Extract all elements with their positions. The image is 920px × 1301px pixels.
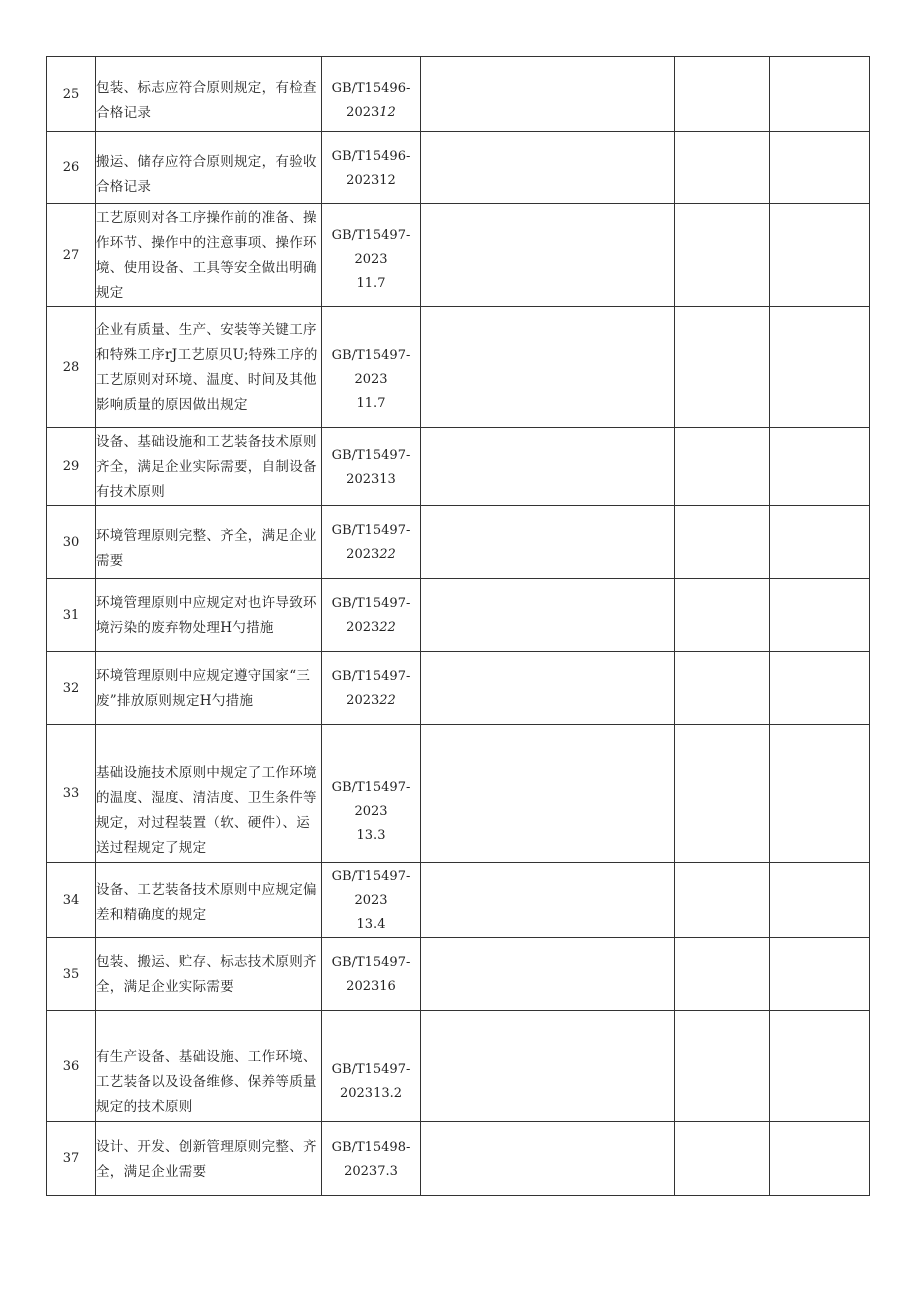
- standard-code: GB/T15497-: [331, 669, 411, 684]
- standard-line: 2023: [354, 803, 388, 819]
- standard-line: 13.3: [356, 827, 386, 843]
- standard-line: 2023: [354, 372, 388, 387]
- requirement-text: 企业有质量、生产、安装等关键工序和特殊工序rJ工艺原贝U;特殊工序的工艺原则对环境、温度、时间及其他影响质量的原因做出规定: [96, 307, 322, 428]
- requirement-text: 设备、基础设施和工艺装备技术原则齐全，满足企业实际需要，自制设备有技术原则: [96, 428, 322, 506]
- standard-line: GB/T15497-: [331, 955, 411, 970]
- remark-cell[interactable]: [770, 506, 870, 579]
- row-number: 33: [47, 725, 96, 863]
- remark-cell[interactable]: [770, 307, 870, 428]
- standard-clause-line: [322, 101, 420, 125]
- table-row: [47, 57, 870, 132]
- table-row: [47, 863, 870, 938]
- standard-clause-line: [322, 616, 420, 640]
- remark-cell[interactable]: [770, 725, 870, 863]
- score-cell[interactable]: [675, 204, 770, 307]
- requirement-text: 基础设施技术原则中规定了工作环境的温度、湿度、清洁度、卫生条件等规定，对过程装置（软、硬件）、运送过程规定了规定: [96, 725, 322, 863]
- result-cell[interactable]: [421, 132, 675, 204]
- standard-reference: [322, 132, 421, 204]
- row-number: 26: [47, 132, 96, 204]
- requirement-text: 搬运、储存应符合原则规定，有验收合格记录: [96, 132, 322, 204]
- table-row: [47, 307, 870, 428]
- standard-reference: [322, 863, 421, 938]
- row-number: 37: [47, 1122, 96, 1196]
- standard-reference: [322, 204, 421, 307]
- remark-cell[interactable]: [770, 57, 870, 132]
- remark-cell[interactable]: [770, 1122, 870, 1196]
- remark-cell[interactable]: [770, 863, 870, 938]
- score-cell[interactable]: [675, 307, 770, 428]
- table-row: [47, 938, 870, 1011]
- requirement-text: 环境管理原则中应规定遵守国家“三废”排放原则规定H勺措施: [96, 652, 322, 725]
- standard-line: GB/T15497-: [331, 869, 411, 884]
- remark-cell[interactable]: [770, 1011, 870, 1122]
- result-cell[interactable]: [421, 307, 675, 428]
- standard-line: 202312: [346, 172, 396, 188]
- table-row: [47, 1122, 870, 1196]
- remark-cell[interactable]: [770, 579, 870, 652]
- inspection-table: [46, 56, 870, 1196]
- standard-line: 202313.2: [339, 1086, 403, 1101]
- requirement-text: 工艺原则对各工序操作前的准备、操作环节、操作中的注意事项、操作环境、使用设备、工具等安全做出明确规定: [96, 204, 322, 307]
- row-number: 32: [47, 652, 96, 725]
- standard-reference: [322, 652, 421, 725]
- standard-line: 11.7: [356, 396, 386, 411]
- table-row: [47, 725, 870, 863]
- standard-reference: [322, 938, 421, 1011]
- standard-clause: 22: [379, 620, 396, 635]
- score-cell[interactable]: [675, 652, 770, 725]
- score-cell[interactable]: [675, 428, 770, 506]
- result-cell[interactable]: [421, 579, 675, 652]
- requirement-text: 设备、工艺装备技术原则中应规定偏差和精确度的规定: [96, 863, 322, 938]
- standard-year: 2023: [346, 693, 380, 708]
- requirement-text: 环境管理原则完整、齐全，满足企业需要: [96, 506, 322, 579]
- table-body: [47, 57, 870, 1196]
- standard-reference: [322, 307, 421, 428]
- standard-reference: [322, 428, 421, 506]
- row-number: 31: [47, 579, 96, 652]
- remark-cell[interactable]: [770, 204, 870, 307]
- result-cell[interactable]: [421, 1122, 675, 1196]
- standard-line: GB/T15497-: [331, 447, 411, 463]
- score-cell[interactable]: [675, 1122, 770, 1196]
- score-cell[interactable]: [675, 506, 770, 579]
- score-cell[interactable]: [675, 1011, 770, 1122]
- requirement-text: 包装、搬运、贮存、标志技术原则齐全，满足企业实际需要: [96, 938, 322, 1011]
- row-number: 25: [47, 57, 96, 132]
- standard-line: GB/T15497-: [331, 1062, 411, 1077]
- result-cell[interactable]: [421, 863, 675, 938]
- standard-line: 2023: [354, 252, 388, 267]
- standard-reference: [322, 1011, 421, 1122]
- standard-year: 2023: [346, 620, 380, 635]
- score-cell[interactable]: [675, 938, 770, 1011]
- standard-line: GB/T15497-: [331, 348, 411, 363]
- table-row: [47, 1011, 870, 1122]
- result-cell[interactable]: [421, 428, 675, 506]
- standard-code: GB/T15497-: [331, 523, 411, 538]
- score-cell[interactable]: [675, 725, 770, 863]
- table-row: [47, 132, 870, 204]
- table-row: [47, 204, 870, 307]
- table-row: [47, 428, 870, 506]
- standard-year: 2023: [346, 547, 380, 562]
- standard-reference: [322, 57, 421, 132]
- remark-cell[interactable]: [770, 132, 870, 204]
- standard-clause: 12: [379, 105, 396, 120]
- requirement-text: 环境管理原则中应规定对也许导致环境污染的废弃物处理H勺措施: [96, 579, 322, 652]
- row-number: 36: [47, 1011, 96, 1122]
- requirement-text: 有生产设备、基础设施、工作环境、工艺装备以及设备维修、保养等质量规定的技术原则: [96, 1011, 322, 1122]
- standard-reference: [322, 506, 421, 579]
- result-cell[interactable]: [421, 938, 675, 1011]
- standard-code: GB/T15497-: [331, 596, 411, 611]
- row-number: 27: [47, 204, 96, 307]
- row-number: 34: [47, 863, 96, 938]
- standard-line: 20237.3: [344, 1163, 398, 1179]
- standard-line: 202313: [346, 471, 396, 487]
- standard-line: 11.7: [356, 276, 386, 291]
- standard-clause: 22: [379, 693, 396, 708]
- requirement-text: 设计、开发、创新管理原则完整、齐全，满足企业需要: [96, 1122, 322, 1196]
- standard-clause: 22: [379, 547, 396, 562]
- standard-line: GB/T15497-: [331, 779, 411, 795]
- standard-line: GB/T15498-: [331, 1139, 411, 1155]
- standard-line: 13.4: [356, 917, 386, 932]
- table-row: [47, 506, 870, 579]
- row-number: 29: [47, 428, 96, 506]
- remark-cell[interactable]: [770, 652, 870, 725]
- requirement-text: 包装、标志应符合原则规定，有检查合格记录: [96, 57, 322, 132]
- result-cell[interactable]: [421, 1011, 675, 1122]
- standard-reference: [322, 579, 421, 652]
- result-cell[interactable]: [421, 725, 675, 863]
- result-cell[interactable]: [421, 57, 675, 132]
- standard-code: GB/T15496-: [331, 81, 411, 96]
- standard-clause-line: [322, 543, 420, 567]
- standard-line: GB/T15496-: [331, 148, 411, 164]
- result-cell[interactable]: [421, 204, 675, 307]
- score-cell[interactable]: [675, 579, 770, 652]
- score-cell[interactable]: [675, 57, 770, 132]
- row-number: 28: [47, 307, 96, 428]
- table-row: [47, 579, 870, 652]
- score-cell[interactable]: [675, 863, 770, 938]
- row-number: 30: [47, 506, 96, 579]
- remark-cell[interactable]: [770, 938, 870, 1011]
- table-row: [47, 652, 870, 725]
- standard-year: 2023: [346, 105, 380, 120]
- standard-clause-line: [322, 689, 420, 713]
- standard-reference: [322, 725, 421, 863]
- row-number: 35: [47, 938, 96, 1011]
- score-cell[interactable]: [675, 132, 770, 204]
- standard-line: 2023: [354, 893, 388, 908]
- result-cell[interactable]: [421, 652, 675, 725]
- standard-line: 202316: [346, 979, 396, 994]
- standard-reference: [322, 1122, 421, 1196]
- result-cell[interactable]: [421, 506, 675, 579]
- standard-line: GB/T15497-: [331, 228, 411, 243]
- remark-cell[interactable]: [770, 428, 870, 506]
